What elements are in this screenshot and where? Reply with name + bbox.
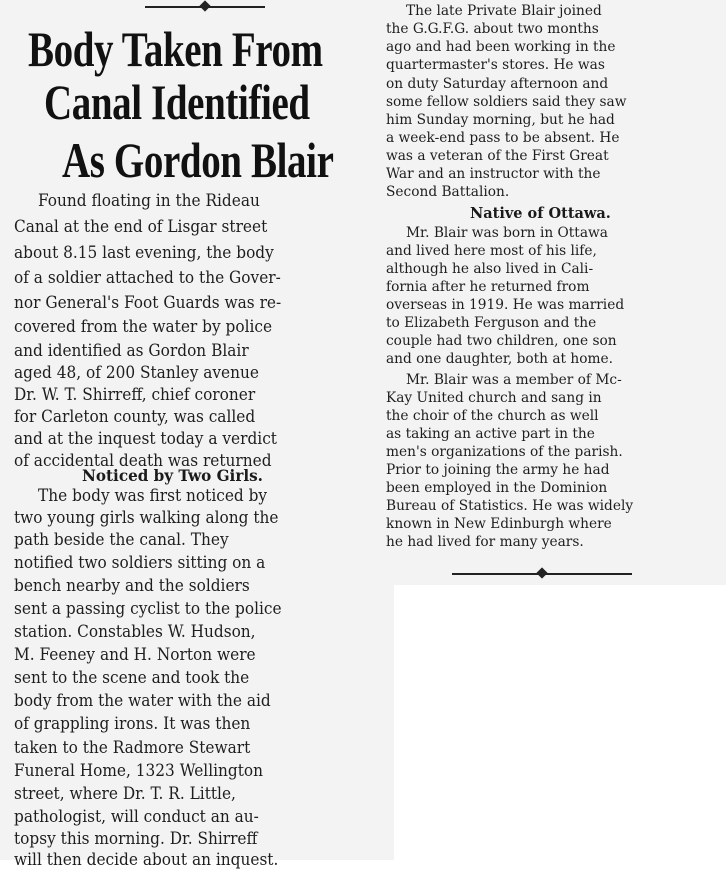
body-line: Kay United church and sang in: [386, 390, 602, 406]
body-line: fornia after he returned from: [386, 279, 590, 295]
body-line: although he also lived in Cali-: [386, 261, 594, 277]
body-line: covered from the water by police: [14, 317, 273, 336]
body-line: the choir of the church as well: [386, 408, 599, 424]
body-line: some fellow soldiers said they saw: [386, 94, 627, 110]
body-line: of grappling irons. It was then: [14, 714, 251, 733]
end-rule-ornament: [452, 568, 632, 580]
body-line: Prior to joining the army he had: [386, 462, 610, 478]
body-line: will then decide about an inquest.: [14, 850, 279, 869]
body-line: about 8.15 last evening, the body: [14, 243, 274, 262]
body-line: for Carleton county, was called: [14, 407, 256, 426]
diamond-ornament-icon: [199, 0, 210, 11]
body-line: ago and had been working in the: [386, 39, 616, 55]
body-line: aged 48, of 200 Stanley avenue: [14, 363, 259, 382]
body-line: couple had two children, one son: [386, 333, 617, 349]
body-line: known in New Edinburgh where: [386, 516, 612, 532]
body-line: Bureau of Statistics. He was widely: [386, 498, 634, 514]
body-line: him Sunday morning, but he had: [386, 112, 615, 128]
body-line: M. Feeney and H. Norton were: [14, 645, 256, 664]
body-line: Mr. Blair was a member of Mc-: [406, 372, 622, 388]
body-line: sent a passing cyclist to the police: [14, 599, 282, 618]
body-line: the G.G.F.G. about two months: [386, 21, 599, 37]
body-line: street, where Dr. T. R. Little,: [14, 784, 236, 803]
body-line: to Elizabeth Ferguson and the: [386, 315, 597, 331]
body-line: Funeral Home, 1323 Wellington: [14, 761, 264, 780]
subhead-native: Native of Ottawa.: [470, 205, 611, 222]
body-line: Canal at the end of Lisgar street: [14, 217, 268, 236]
body-line: pathologist, will conduct an au-: [14, 807, 259, 826]
body-line: quartermaster's stores. He was: [386, 57, 605, 73]
body-line: been employed in the Dominion: [386, 480, 608, 496]
body-line: Dr. W. T. Shirreff, chief coroner: [14, 385, 256, 404]
body-line: taken to the Radmore Stewart: [14, 738, 251, 757]
body-line: path beside the canal. They: [14, 530, 229, 549]
body-line: of a soldier attached to the Gover-: [14, 268, 281, 287]
body-line: Found floating in the Rideau: [38, 191, 260, 210]
blank-area: [394, 585, 726, 860]
body-line: overseas in 1919. He was married: [386, 297, 625, 313]
body-line: was a veteran of the First Great: [386, 148, 609, 164]
body-line: body from the water with the aid: [14, 691, 271, 710]
body-line: The late Private Blair joined: [406, 3, 602, 19]
body-line: Mr. Blair was born in Ottawa: [406, 225, 608, 241]
body-line: of accidental death was returned: [14, 451, 272, 470]
headline-line-1: Body Taken From: [28, 21, 323, 77]
headline-line-3: As Gordon Blair: [62, 132, 334, 188]
body-line: bench nearby and the soldiers: [14, 576, 250, 595]
body-line: station. Constables W. Hudson,: [14, 622, 256, 641]
body-line: and lived here most of his life,: [386, 243, 597, 259]
body-line: as taking an active part in the: [386, 426, 595, 442]
body-line: sent to the scene and took the: [14, 668, 250, 687]
diamond-ornament-icon: [536, 567, 547, 578]
top-rule-ornament: [145, 2, 265, 14]
body-line: War and an instructor with the: [386, 166, 601, 182]
body-line: Second Battalion.: [386, 184, 510, 200]
body-line: topsy this morning. Dr. Shirreff: [14, 829, 258, 848]
body-line: and one daughter, both at home.: [386, 351, 614, 367]
body-line: notified two soldiers sitting on a: [14, 553, 266, 572]
body-line: nor General's Foot Guards was re-: [14, 293, 282, 312]
body-line: and at the inquest today a verdict: [14, 429, 277, 448]
subhead-noticed: Noticed by Two Girls.: [82, 466, 263, 485]
body-line: and identified as Gordon Blair: [14, 341, 249, 360]
body-line: he had lived for many years.: [386, 534, 584, 550]
body-line: on duty Saturday afternoon and: [386, 76, 609, 92]
headline-line-2: Canal Identified: [44, 74, 310, 130]
body-line: a week-end pass to be absent. He: [386, 130, 620, 146]
body-line: two young girls walking along the: [14, 508, 279, 527]
body-line: The body was first noticed by: [38, 486, 268, 505]
body-line: men's organizations of the parish.: [386, 444, 623, 460]
